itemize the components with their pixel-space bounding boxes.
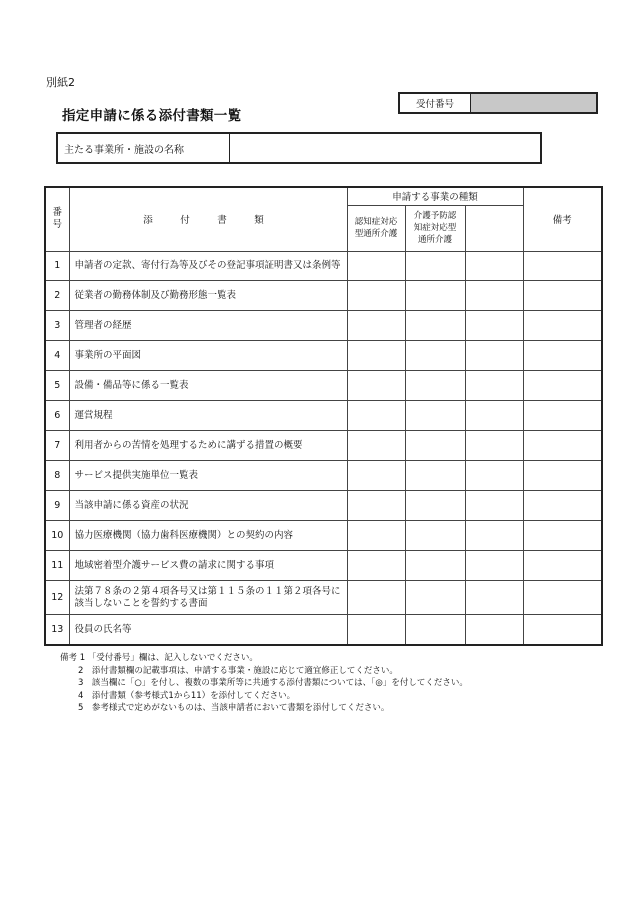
- document-name: サービス提供実施単位一覧表: [69, 461, 347, 491]
- service-check-cell[interactable]: [347, 401, 405, 431]
- service-check-cell[interactable]: [347, 281, 405, 311]
- service-check-cell[interactable]: [347, 521, 405, 551]
- document-name: 申請者の定款、寄付行為等及びその登記事項証明書又は条例等: [69, 251, 347, 281]
- service-check-cell[interactable]: [405, 491, 465, 521]
- remarks-cell[interactable]: [523, 461, 602, 491]
- note-1: 備考 1 「受付番号」欄は、記入しないでください。: [60, 653, 258, 663]
- table-row: [45, 281, 602, 311]
- row-number: 13: [45, 615, 69, 645]
- table-row: [45, 551, 602, 581]
- row-number: 2: [45, 281, 69, 311]
- service-check-cell[interactable]: [405, 311, 465, 341]
- document-name: 設備・備品等に係る一覧表: [69, 371, 347, 401]
- row-number: 7: [45, 431, 69, 461]
- table-row: [45, 341, 602, 371]
- service-check-cell[interactable]: [405, 281, 465, 311]
- service-check-cell[interactable]: [347, 311, 405, 341]
- service-check-cell[interactable]: [405, 551, 465, 581]
- header-service-type-3: [465, 205, 523, 251]
- service-check-cell[interactable]: [347, 615, 405, 645]
- row-number: 4: [45, 341, 69, 371]
- table-row: [45, 581, 602, 615]
- row-number: 9: [45, 491, 69, 521]
- facility-name-field[interactable]: [230, 134, 540, 162]
- service-check-cell[interactable]: [465, 371, 523, 401]
- note-3: 3 該当欄に「○」を付し、複数の事業所等に共通する添付書類については、「◎」を付してください。: [78, 678, 468, 688]
- service-check-cell[interactable]: [465, 311, 523, 341]
- annex-label: 別紙2: [46, 76, 75, 89]
- service-check-cell[interactable]: [347, 581, 405, 615]
- service-check-cell[interactable]: [347, 431, 405, 461]
- table-row: [45, 401, 602, 431]
- header-service-types: 申請する事業の種類: [347, 187, 523, 205]
- service-check-cell[interactable]: [465, 615, 523, 645]
- service-check-cell[interactable]: [405, 461, 465, 491]
- service-check-cell[interactable]: [347, 341, 405, 371]
- service-check-cell[interactable]: [465, 341, 523, 371]
- service-check-cell[interactable]: [405, 341, 465, 371]
- attachments-table: [44, 186, 603, 646]
- document-name: 協力医療機関（協力歯科医療機関）との契約の内容: [69, 521, 347, 551]
- remarks-cell[interactable]: [523, 431, 602, 461]
- document-name: 利用者からの苦情を処理するために講ずる措置の概要: [69, 431, 347, 461]
- receipt-number-box: [398, 92, 598, 114]
- service-check-cell[interactable]: [405, 371, 465, 401]
- table-row: [45, 521, 602, 551]
- document-name: 当該申請に係る資産の状況: [69, 491, 347, 521]
- document-name: 管理者の経歴: [69, 311, 347, 341]
- document-name: 運営規程: [69, 401, 347, 431]
- service-check-cell[interactable]: [405, 615, 465, 645]
- remarks-cell[interactable]: [523, 491, 602, 521]
- table-row: [45, 371, 602, 401]
- service-check-cell[interactable]: [347, 251, 405, 281]
- header-number: 番号: [45, 187, 69, 251]
- service-check-cell[interactable]: [465, 491, 523, 521]
- service-check-cell[interactable]: [465, 521, 523, 551]
- document-name: 従業者の勤務体制及び勤務形態一覧表: [69, 281, 347, 311]
- service-check-cell[interactable]: [465, 581, 523, 615]
- service-check-cell[interactable]: [405, 251, 465, 281]
- remarks-cell[interactable]: [523, 281, 602, 311]
- row-number: 8: [45, 461, 69, 491]
- service-check-cell[interactable]: [347, 371, 405, 401]
- service-check-cell[interactable]: [347, 551, 405, 581]
- service-check-cell[interactable]: [347, 461, 405, 491]
- remarks-cell[interactable]: [523, 371, 602, 401]
- row-number: 10: [45, 521, 69, 551]
- row-number: 3: [45, 311, 69, 341]
- service-check-cell[interactable]: [465, 251, 523, 281]
- table-row: [45, 461, 602, 491]
- table-row: [45, 311, 602, 341]
- remarks-cell[interactable]: [523, 401, 602, 431]
- receipt-number-label: 受付番号: [400, 94, 471, 112]
- remarks-cell[interactable]: [523, 521, 602, 551]
- service-check-cell[interactable]: [465, 281, 523, 311]
- note-5: 5 参考様式で定めがないものは、当該申請者において書類を添付してください。: [78, 703, 390, 713]
- row-number: 5: [45, 371, 69, 401]
- facility-name-box: [56, 132, 542, 164]
- document-name: 役員の氏名等: [69, 615, 347, 645]
- service-check-cell[interactable]: [405, 521, 465, 551]
- document-name: 事業所の平面図: [69, 341, 347, 371]
- table-row: [45, 491, 602, 521]
- remarks-cell[interactable]: [523, 615, 602, 645]
- header-service-type-1: 認知症対応型通所介護: [347, 205, 405, 251]
- note-4: 4 添付書類（参考様式1から11）を添付してください。: [78, 690, 296, 701]
- remarks-cell[interactable]: [523, 341, 602, 371]
- row-number: 11: [45, 551, 69, 581]
- service-check-cell[interactable]: [405, 401, 465, 431]
- service-check-cell[interactable]: [465, 461, 523, 491]
- row-number: 1: [45, 251, 69, 281]
- remarks-cell[interactable]: [523, 251, 602, 281]
- service-check-cell[interactable]: [465, 401, 523, 431]
- note-2: 2 添付書類欄の記載事項は、申請する事業・施設に応じて適宜修正してください。: [78, 665, 398, 676]
- service-check-cell[interactable]: [405, 581, 465, 615]
- service-check-cell[interactable]: [347, 491, 405, 521]
- table-row: [45, 431, 602, 461]
- document-name: 法第７８条の２第４項各号又は第１１５条の１１第２項各号に該当しないことを誓約する書面: [69, 581, 347, 615]
- service-check-cell[interactable]: [405, 431, 465, 461]
- facility-name-label: 主たる事業所・施設の名称: [58, 134, 230, 162]
- table-row: [45, 615, 602, 645]
- service-check-cell[interactable]: [465, 551, 523, 581]
- page-title: 指定申請に係る添付書類一覧: [62, 108, 242, 124]
- remarks-notes: [60, 652, 468, 715]
- table-row: [45, 251, 602, 281]
- row-number: 12: [45, 581, 69, 615]
- receipt-number-field[interactable]: [471, 94, 596, 112]
- remarks-cell[interactable]: [523, 551, 602, 581]
- row-number: 6: [45, 401, 69, 431]
- header-remarks: 備考: [523, 187, 602, 251]
- header-documents: 添 付 書 類: [69, 187, 347, 251]
- document-name: 地域密着型介護サービス費の請求に関する事項: [69, 551, 347, 581]
- service-check-cell[interactable]: [465, 431, 523, 461]
- remarks-cell[interactable]: [523, 311, 602, 341]
- remarks-cell[interactable]: [523, 581, 602, 615]
- header-service-type-2: 介護予防認知症対応型通所介護: [405, 205, 465, 251]
